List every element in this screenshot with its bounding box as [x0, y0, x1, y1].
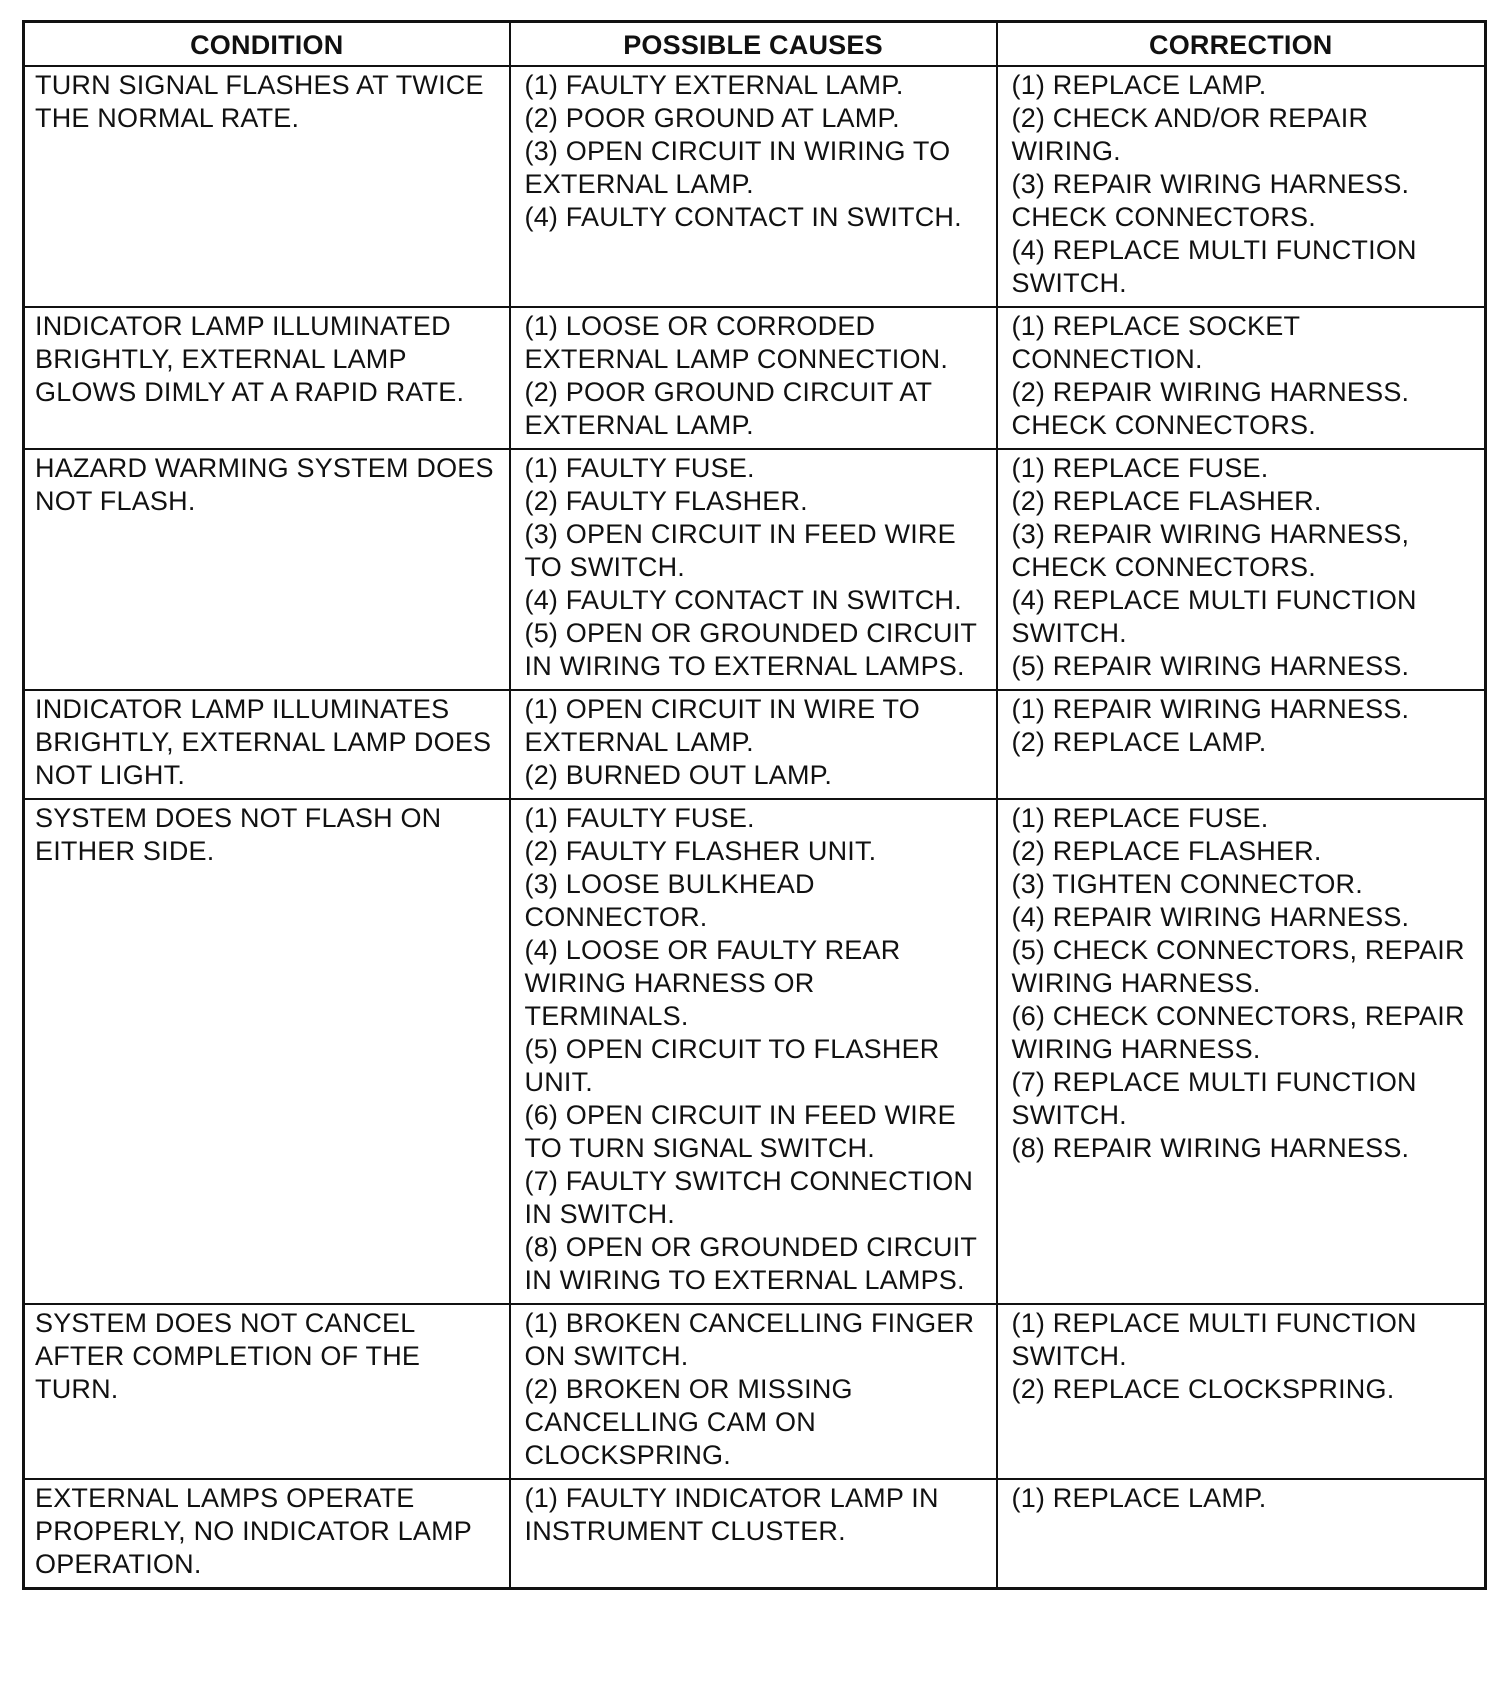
- condition-text: SYSTEM DOES NOT CANCEL AFTER COMPLETION OF THE TURN.: [35, 1308, 421, 1404]
- correction-item: (1) REPLACE SOCKET CONNECTION.: [1011, 311, 1300, 374]
- causes-cell: [510, 66, 997, 307]
- causes-cell: [510, 449, 997, 690]
- diagnosis-table: [22, 20, 1487, 1590]
- correction-item: (1) REPLACE LAMP.: [1011, 70, 1267, 100]
- correction-item: (6) CHECK CONNECTORS, REPAIR WIRING HARNESS.: [1011, 1001, 1465, 1064]
- correction-item: (2) REPLACE FLASHER.: [1011, 486, 1322, 516]
- cause-item: (1) FAULTY FUSE.: [524, 803, 755, 833]
- condition-cell: [24, 1479, 510, 1589]
- correction-item: (8) REPAIR WIRING HARNESS.: [1011, 1133, 1410, 1163]
- cause-item: (2) BROKEN OR MISSING CANCELLING CAM ON CLOCKSPRING.: [524, 1374, 853, 1470]
- cause-item: (3) LOOSE BULKHEAD CONNECTOR.: [524, 869, 815, 932]
- cause-item: (3) OPEN CIRCUIT IN FEED WIRE TO SWITCH.: [524, 519, 956, 582]
- condition-text: HAZARD WARMING SYSTEM DOES NOT FLASH.: [35, 453, 494, 516]
- cause-item: (1) OPEN CIRCUIT IN WIRE TO EXTERNAL LAMP.: [524, 694, 920, 757]
- correction-item: (4) REPLACE MULTI FUNCTION SWITCH.: [1011, 585, 1417, 648]
- cause-item: (2) BURNED OUT LAMP.: [524, 760, 833, 790]
- header-possible-causes: POSSIBLE CAUSES: [510, 22, 997, 67]
- condition-text: SYSTEM DOES NOT FLASH ON EITHER SIDE.: [35, 803, 442, 866]
- cause-item: (7) FAULTY SWITCH CONNECTION IN SWITCH.: [524, 1166, 974, 1229]
- header-correction: CORRECTION: [997, 22, 1486, 67]
- causes-cell: [510, 1479, 997, 1589]
- correction-item: (4) REPAIR WIRING HARNESS.: [1011, 902, 1410, 932]
- header-condition: CONDITION: [24, 22, 510, 67]
- table-row: [24, 1479, 1486, 1589]
- cause-item: (1) FAULTY INDICATOR LAMP IN INSTRUMENT CLUSTER.: [524, 1483, 939, 1546]
- condition-text: EXTERNAL LAMPS OPERATE PROPERLY, NO INDICATOR LAMP OPERATION.: [35, 1483, 472, 1579]
- cause-item: (3) OPEN CIRCUIT IN WIRING TO EXTERNAL LAMP.: [524, 136, 951, 199]
- cause-item: (2) FAULTY FLASHER.: [524, 486, 808, 516]
- causes-cell: [510, 799, 997, 1304]
- table-row: [24, 690, 1486, 799]
- table-row: [24, 1304, 1486, 1479]
- correction-cell: [997, 690, 1486, 799]
- condition-text: TURN SIGNAL FLASHES AT TWICE THE NORMAL RATE.: [35, 70, 484, 133]
- correction-item: (5) CHECK CONNECTORS, REPAIR WIRING HARNESS.: [1011, 935, 1465, 998]
- cause-item: (2) POOR GROUND CIRCUIT AT EXTERNAL LAMP.: [524, 377, 932, 440]
- correction-cell: [997, 1304, 1486, 1479]
- correction-item: (1) REPLACE LAMP.: [1011, 1483, 1267, 1513]
- causes-cell: [510, 1304, 997, 1479]
- correction-item: (2) REPLACE CLOCKSPRING.: [1011, 1374, 1395, 1404]
- table-row: [24, 307, 1486, 449]
- correction-item: (2) REPLACE FLASHER.: [1011, 836, 1322, 866]
- correction-item: (3) REPAIR WIRING HARNESS. CHECK CONNECTORS.: [1011, 169, 1410, 232]
- correction-item: (7) REPLACE MULTI FUNCTION SWITCH.: [1011, 1067, 1417, 1130]
- correction-item: (2) REPLACE LAMP.: [1011, 727, 1267, 757]
- correction-item: (3) REPAIR WIRING HARNESS, CHECK CONNECTORS.: [1011, 519, 1410, 582]
- correction-cell: [997, 66, 1486, 307]
- correction-item: (2) CHECK AND/OR REPAIR WIRING.: [1011, 103, 1369, 166]
- causes-cell: [510, 307, 997, 449]
- cause-item: (1) FAULTY FUSE.: [524, 453, 755, 483]
- cause-item: (1) BROKEN CANCELLING FINGER ON SWITCH.: [524, 1308, 975, 1371]
- condition-text: INDICATOR LAMP ILLUMINATED BRIGHTLY, EXTERNAL LAMP GLOWS DIMLY AT A RAPID RATE.: [35, 311, 465, 407]
- correction-item: (2) REPAIR WIRING HARNESS. CHECK CONNECTORS.: [1011, 377, 1410, 440]
- causes-cell: [510, 690, 997, 799]
- cause-item: (5) OPEN CIRCUIT TO FLASHER UNIT.: [524, 1034, 940, 1097]
- table-row: [24, 449, 1486, 690]
- table-row: [24, 799, 1486, 1304]
- correction-cell: [997, 307, 1486, 449]
- cause-item: (8) OPEN OR GROUNDED CIRCUIT IN WIRING TO EXTERNAL LAMPS.: [524, 1232, 977, 1295]
- correction-cell: [997, 449, 1486, 690]
- correction-cell: [997, 799, 1486, 1304]
- cause-item: (5) OPEN OR GROUNDED CIRCUIT IN WIRING TO EXTERNAL LAMPS.: [524, 618, 977, 681]
- correction-cell: [997, 1479, 1486, 1589]
- table-row: [24, 66, 1486, 307]
- cause-item: (4) FAULTY CONTACT IN SWITCH.: [524, 585, 962, 615]
- correction-item: (4) REPLACE MULTI FUNCTION SWITCH.: [1011, 235, 1417, 298]
- cause-item: (1) FAULTY EXTERNAL LAMP.: [524, 70, 904, 100]
- table-header-row: [24, 22, 1486, 67]
- cause-item: (2) FAULTY FLASHER UNIT.: [524, 836, 877, 866]
- condition-cell: [24, 449, 510, 690]
- condition-cell: [24, 690, 510, 799]
- cause-item: (4) FAULTY CONTACT IN SWITCH.: [524, 202, 962, 232]
- diagnosis-table-container: [22, 20, 1484, 1590]
- cause-item: (6) OPEN CIRCUIT IN FEED WIRE TO TURN SIGNAL SWITCH.: [524, 1100, 956, 1163]
- condition-cell: [24, 1304, 510, 1479]
- cause-item: (1) LOOSE OR CORRODED EXTERNAL LAMP CONNECTION.: [524, 311, 949, 374]
- correction-item: (1) REPLACE FUSE.: [1011, 803, 1269, 833]
- condition-cell: [24, 307, 510, 449]
- correction-item: (5) REPAIR WIRING HARNESS.: [1011, 651, 1410, 681]
- correction-item: (3) TIGHTEN CONNECTOR.: [1011, 869, 1363, 899]
- cause-item: (2) POOR GROUND AT LAMP.: [524, 103, 900, 133]
- condition-cell: [24, 66, 510, 307]
- correction-item: (1) REPLACE MULTI FUNCTION SWITCH.: [1011, 1308, 1417, 1371]
- correction-item: (1) REPLACE FUSE.: [1011, 453, 1269, 483]
- correction-item: (1) REPAIR WIRING HARNESS.: [1011, 694, 1410, 724]
- condition-text: INDICATOR LAMP ILLUMINATES BRIGHTLY, EXTERNAL LAMP DOES NOT LIGHT.: [35, 694, 492, 790]
- condition-cell: [24, 799, 510, 1304]
- cause-item: (4) LOOSE OR FAULTY REAR WIRING HARNESS OR TERMINALS.: [524, 935, 901, 1031]
